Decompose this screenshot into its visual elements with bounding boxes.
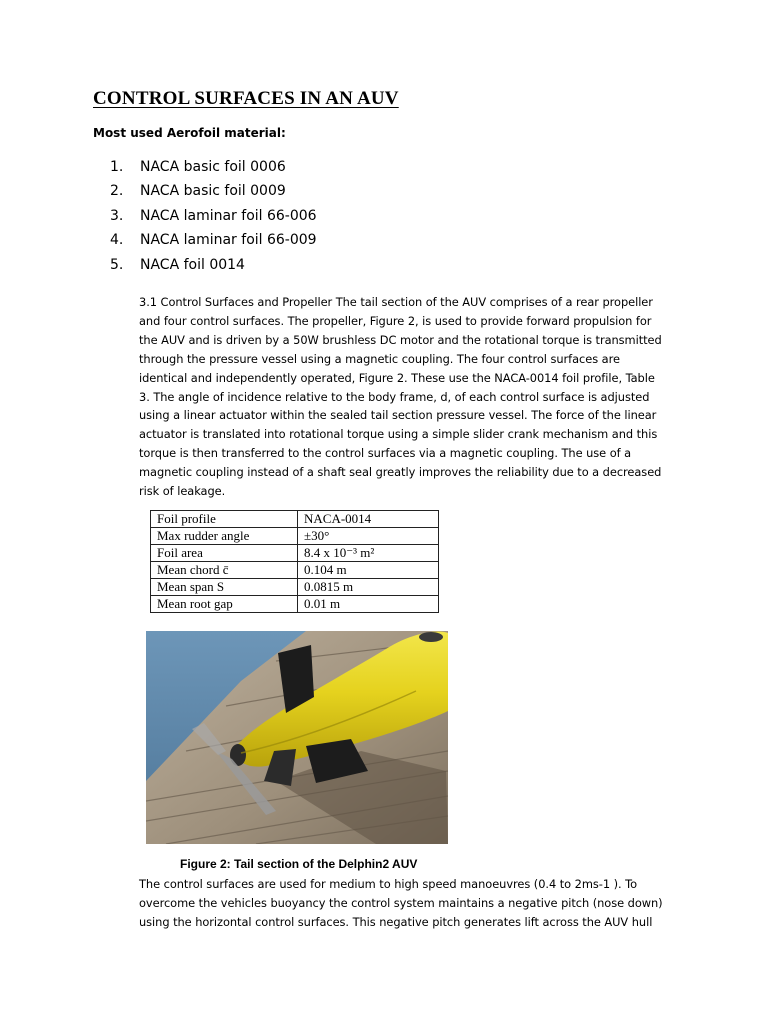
paragraph-line: identical and independently operated, Figure 2. These use the NACA-0014 foil profile, Table bbox=[139, 370, 655, 385]
list-item bbox=[110, 156, 317, 180]
paragraph-line: actuator is translated into rotational torque using a simple slider crank mechanism and this bbox=[139, 427, 658, 442]
table-row bbox=[151, 511, 439, 528]
table-cell-label: Foil area bbox=[151, 545, 298, 562]
table-row bbox=[151, 596, 439, 613]
page-title: CONTROL SURFACES IN AN AUV bbox=[93, 88, 399, 109]
paragraph-line: overcome the vehicles buoyancy the control system maintains a negative pitch (nose down) bbox=[139, 895, 663, 910]
paragraph-line: magnetic coupling instead of a shaft seal greatly improves the reliability due to a decreased bbox=[139, 465, 662, 480]
table-cell-label: Mean chord c̄ bbox=[151, 562, 298, 579]
list-item-text: NACA foil 0014 bbox=[140, 256, 245, 273]
table-cell-label: Mean span S bbox=[151, 579, 298, 596]
table-cell-value: ±30° bbox=[298, 528, 439, 545]
table-cell-label: Mean root gap bbox=[151, 596, 298, 613]
foil-specs-table bbox=[150, 510, 439, 613]
paragraph-line: The control surfaces are used for medium to high speed manoeuvres (0.4 to 2ms-1 ). To bbox=[139, 877, 638, 891]
table-cell-label: Foil profile bbox=[151, 511, 298, 528]
table-row bbox=[151, 545, 439, 562]
list-item bbox=[110, 254, 317, 278]
table-cell-value: NACA-0014 bbox=[298, 511, 439, 528]
table-cell-value: 8.4 x 10⁻³ m² bbox=[298, 545, 439, 562]
list-item-text: NACA basic foil 0006 bbox=[140, 159, 286, 175]
list-item bbox=[110, 180, 317, 204]
paragraph-line: using a linear actuator within the sealed tail section pressure vessel. The force of the linear bbox=[139, 408, 657, 423]
paragraph-line: 3. The angle of incidence relative to the body frame, d, of each control surface is adjusted bbox=[139, 389, 650, 404]
list-item-text: NACA basic foil 0009 bbox=[140, 183, 286, 200]
table-row bbox=[151, 579, 439, 596]
paragraph-line: and four control surfaces. The propeller, Figure 2, is used to provide forward propulsion for bbox=[139, 313, 652, 328]
list-item-text: NACA laminar foil 66-006 bbox=[140, 207, 317, 224]
table-cell-label: Max rudder angle bbox=[151, 528, 298, 545]
figure-caption: Figure 2: Tail section of the Delphin2 AUV bbox=[180, 857, 418, 871]
list-item bbox=[110, 229, 317, 253]
paragraph-line: through the pressure vessel using a magnetic coupling. The four control surfaces are bbox=[139, 351, 620, 366]
list-item-number: 4. bbox=[110, 232, 124, 249]
table-row bbox=[151, 528, 439, 545]
paragraph-line: the AUV and is driven by a 50W brushless DC motor and the rotational torque is transmitted bbox=[139, 332, 662, 347]
table-row bbox=[151, 562, 439, 579]
list-item-number: 5. bbox=[110, 256, 124, 273]
list-item-text: NACA laminar foil 66-009 bbox=[140, 232, 317, 249]
section-subtitle: Most used Aerofoil material: bbox=[93, 126, 286, 140]
paragraph-line: torque is then transferred to the control surfaces via a magnetic coupling. The use of a bbox=[139, 446, 632, 461]
table-cell-value: 0.01 m bbox=[298, 596, 439, 613]
paragraph-line: using the horizontal control surfaces. This negative pitch generates lift across the AUV hull bbox=[139, 914, 653, 929]
list-item-number: 1. bbox=[110, 159, 124, 175]
body-paragraph-manoeuvres bbox=[139, 875, 674, 932]
list-item-number: 2. bbox=[110, 183, 124, 200]
paragraph-line: risk of leakage. bbox=[139, 484, 226, 499]
body-paragraph-control-surfaces bbox=[139, 293, 674, 501]
list-item-number: 3. bbox=[110, 207, 124, 224]
table-cell-value: 0.0815 m bbox=[298, 579, 439, 596]
auv-tail-photo bbox=[146, 631, 448, 844]
foil-list bbox=[110, 156, 317, 278]
paragraph-line: 3.1 Control Surfaces and Propeller The tail section of the AUV comprises of a rear propeller bbox=[139, 295, 653, 309]
table-cell-value: 0.104 m bbox=[298, 562, 439, 579]
list-item bbox=[110, 205, 317, 229]
